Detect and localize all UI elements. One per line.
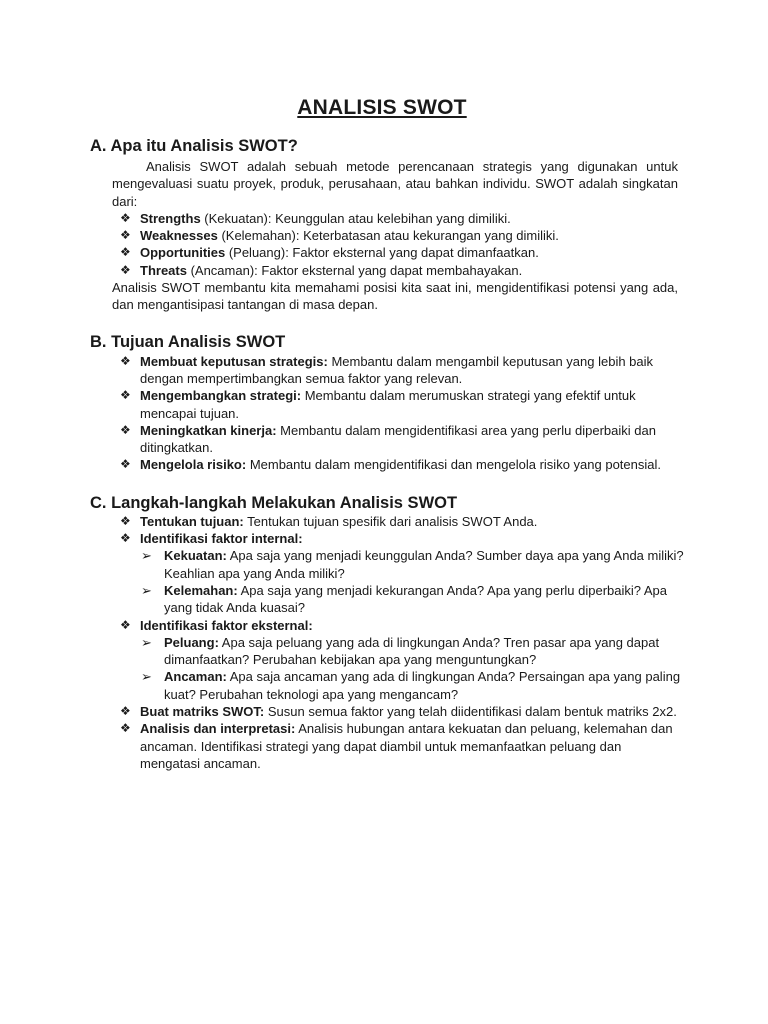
diamond-bullet-icon: ❖ [120, 388, 131, 403]
item-term: Tentukan tujuan: [140, 513, 244, 529]
arrow-bullet-icon: ➢ [141, 582, 152, 598]
external-factors-sublist [140, 634, 684, 703]
item-text: Apa saja peluang yang ada di lingkungan Anda? Tren pasar apa yang dapat dimanfaatkan? Perubahan kebijakan apa yang menguntungkan? [164, 634, 660, 668]
diamond-bullet-icon: ❖ [120, 721, 131, 736]
list-item [118, 210, 684, 227]
sub-list-item [140, 582, 684, 617]
item-term: Threats [140, 262, 187, 278]
item-term: Mengelola risiko: [140, 457, 247, 473]
list-item [118, 353, 684, 388]
section-a-heading: A. Apa itu Analisis SWOT? [90, 137, 298, 155]
item-text: (Ancaman): Faktor eksternal yang dapat membahayakan. [186, 262, 523, 278]
item-term: Kelemahan: [164, 582, 238, 598]
document-title: ANALISIS SWOT [297, 96, 467, 119]
item-term: Identifikasi faktor internal: [140, 531, 303, 547]
list-item [118, 720, 684, 772]
item-term: Kekuatan: [164, 548, 227, 564]
item-term: Membuat keputusan strategis: [140, 353, 328, 369]
diamond-bullet-icon: ❖ [120, 228, 131, 243]
item-text: Analisis hubungan antara kekuatan dan peluang, kelemahan dan ancaman. Identifikasi strategi yang dapat diambil untuk memanfaatkan peluang dan mengatasi ancaman. [140, 721, 673, 771]
list-item [118, 456, 684, 473]
item-term: Strengths [140, 210, 201, 226]
item-term: Buat matriks SWOT: [140, 704, 265, 720]
item-term: Mengembangkan strategi: [140, 388, 302, 404]
list-item [118, 244, 684, 261]
section-a-closing: Analisis SWOT membantu kita memahami posisi kita saat ini, mengidentifikasi potensi yang ada, dan mengantisipasi tantangan di masa depan. [112, 280, 678, 313]
diamond-bullet-icon: ❖ [120, 245, 131, 260]
item-text: Membantu dalam mengambil keputusan yang lebih baik dengan mempertimbangkan semua faktor yang relevan. [140, 353, 654, 386]
list-item [118, 617, 684, 703]
diamond-bullet-icon: ❖ [120, 617, 131, 632]
diamond-bullet-icon: ❖ [120, 531, 131, 546]
list-item [118, 422, 684, 457]
item-text: Membantu dalam mengidentifikasi area yang perlu diperbaiki dan ditingkatkan. [140, 422, 656, 456]
item-text: Apa saja yang menjadi kekurangan Anda? Apa yang perlu diperbaiki? Apa yang tidak Anda kuasai? [164, 582, 668, 616]
item-term: Ancaman: [164, 669, 227, 685]
item-text: Membantu dalam merumuskan strategi yang efektif untuk mencapai tujuan. [140, 388, 636, 421]
diamond-bullet-icon: ❖ [120, 210, 131, 225]
section-b-heading: B. Tujuan Analisis SWOT [90, 332, 286, 351]
purpose-list [90, 353, 684, 474]
item-text: (Kelemahan): Keterbatasan atau kekurangan yang dimiliki. [217, 228, 559, 244]
list-item [118, 513, 684, 530]
list-item [118, 262, 684, 279]
item-term: Analisis dan interpretasi: [140, 721, 296, 737]
list-item [118, 530, 684, 616]
item-text: (Kekuatan): Keunggulan atau kelebihan yang dimiliki. [200, 210, 511, 226]
diamond-bullet-icon: ❖ [120, 704, 131, 719]
diamond-bullet-icon: ❖ [120, 353, 131, 368]
sub-list-item [140, 634, 684, 669]
internal-factors-sublist [140, 547, 684, 616]
item-text: Susun semua faktor yang telah diidentifikasi dalam bentuk matriks 2x2. [264, 704, 677, 720]
list-item [118, 703, 684, 720]
swot-definition-list [90, 210, 684, 279]
item-term: Peluang: [164, 634, 219, 650]
list-item [118, 387, 684, 422]
diamond-bullet-icon: ❖ [120, 513, 131, 528]
sub-list-item [140, 547, 684, 582]
diamond-bullet-icon: ❖ [120, 262, 131, 277]
arrow-bullet-icon: ➢ [141, 634, 152, 650]
item-text: Membantu dalam mengidentifikasi dan mengelola risiko yang potensial. [246, 457, 661, 473]
arrow-bullet-icon: ➢ [141, 548, 152, 564]
item-term: Identifikasi faktor eksternal: [140, 617, 313, 633]
item-term: Opportunities [140, 245, 226, 261]
item-text: Apa saja ancaman yang ada di lingkungan Anda? Persaingan apa yang paling kuat? Perubahan teknologi apa yang mengancam? [164, 669, 681, 702]
item-text: (Peluang): Faktor eksternal yang dapat dimanfaatkan. [225, 245, 539, 261]
arrow-bullet-icon: ➢ [141, 669, 152, 685]
section-a-intro: Analisis SWOT adalah sebuah metode perencanaan strategis yang digunakan untuk mengevaluasi suatu proyek, produk, perusahaan, atau bahkan individu. SWOT adalah singkatan dari: [112, 159, 678, 209]
diamond-bullet-icon: ❖ [120, 422, 131, 437]
steps-list [90, 513, 684, 772]
item-text: Tentukan tujuan spesifik dari analisis SWOT Anda. [243, 513, 538, 529]
section-c-heading: C. Langkah-langkah Melakukan Analisis SWOT [90, 493, 458, 512]
item-text: Apa saja yang menjadi keunggulan Anda? Sumber daya apa yang Anda miliki? Keahlian apa yang Anda miliki? [164, 548, 684, 581]
sub-list-item [140, 668, 684, 703]
item-term: Weaknesses [140, 228, 218, 244]
diamond-bullet-icon: ❖ [120, 457, 131, 472]
item-term: Meningkatkan kinerja: [140, 422, 277, 438]
list-item [118, 227, 684, 244]
